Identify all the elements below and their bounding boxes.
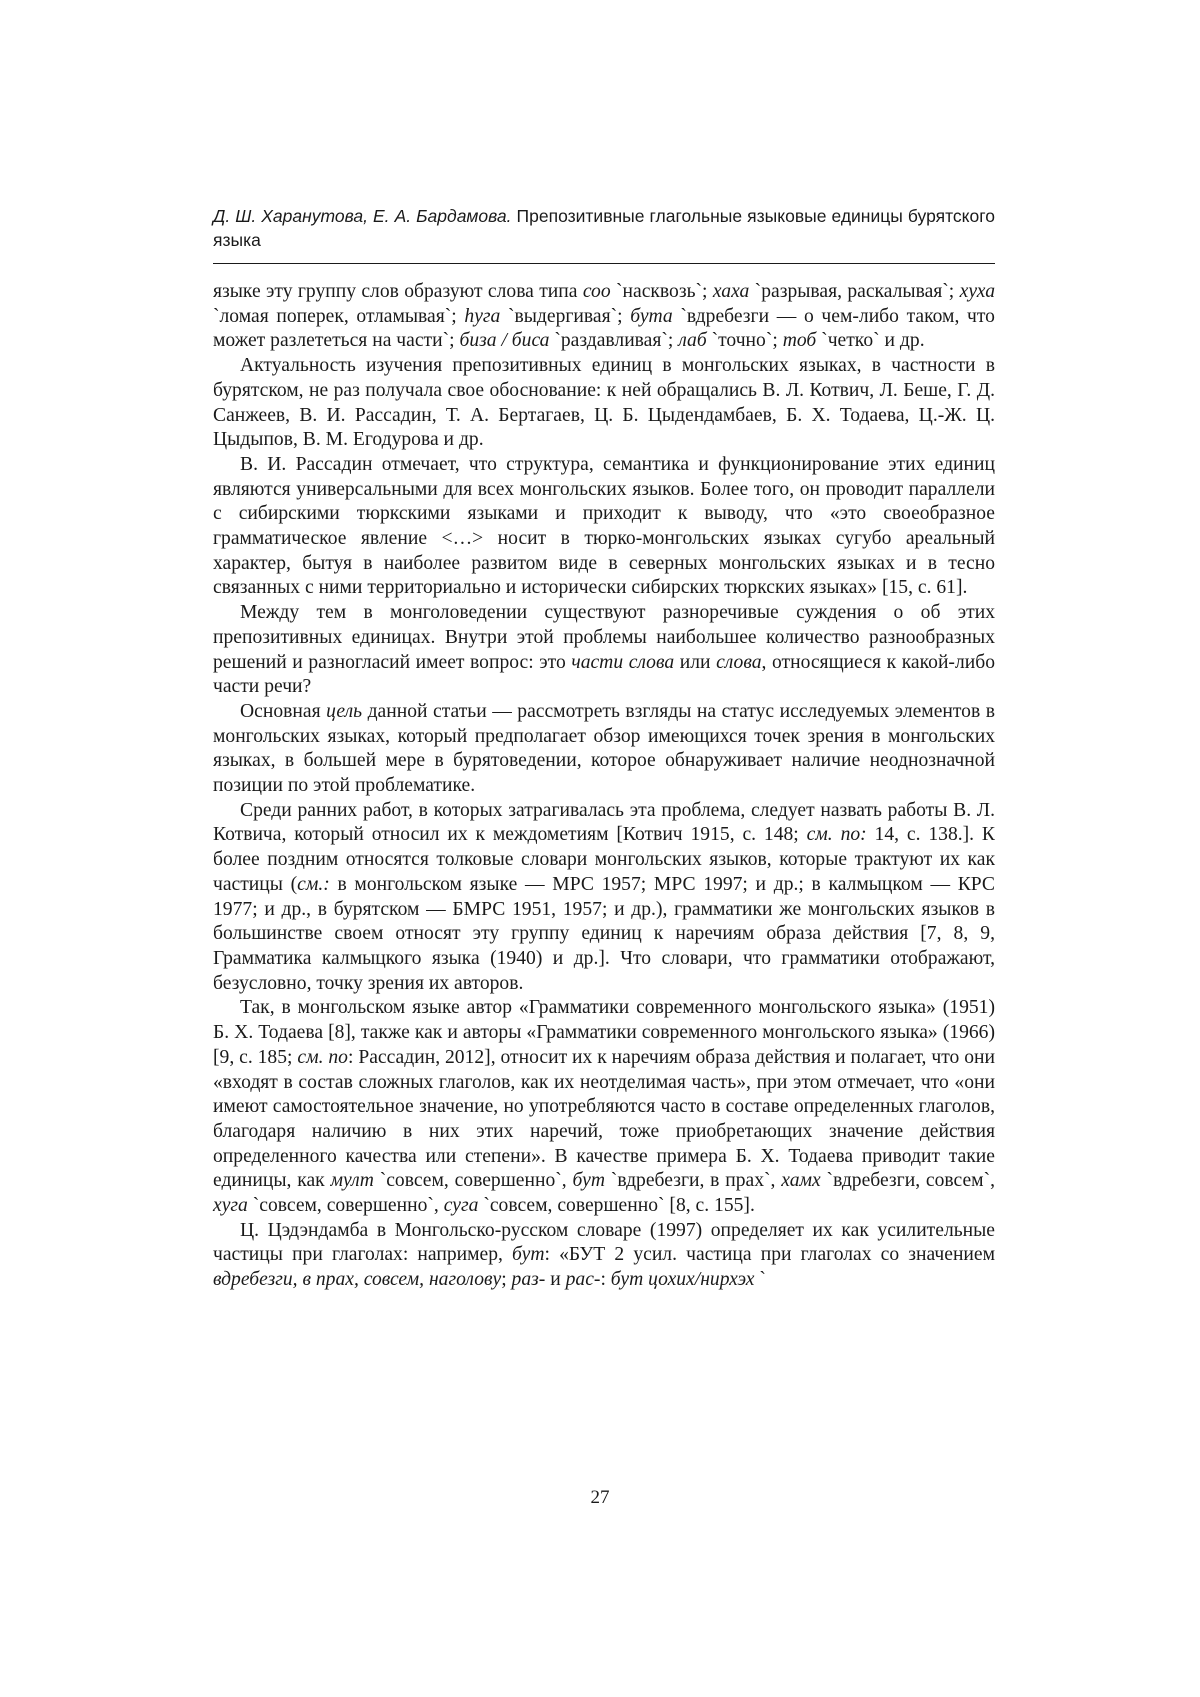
text-run: `вдребезги, в прах`, [605, 1170, 781, 1191]
paragraph [213, 453, 995, 601]
document-page [0, 0, 1200, 1697]
text-run: : «БУТ 2 усил. частица при глаголах со значением [545, 1244, 996, 1265]
text-run: ` [755, 1269, 766, 1290]
text-run: В. И. Рассадин отмечает, что структура, семантика и функционирование этих единиц являются универсальными для всех монгольских языков. Более того, он проводит параллели с сибирскими тюркскими языками и приходит к выводу, что «это своеобразное грамматическое явление <…> носит в тюрко-монгольских язы­ках сугубо ареальный характер, бытуя в наиболее развитом виде в северных мон­гольских языках и в тесно связанных с ними территориально и исторически си­бирских тюркских языках» [15, с. 61]. [213, 454, 995, 599]
italic-term: бут [573, 1170, 605, 1191]
header-divider [213, 263, 995, 264]
text-run: и [545, 1269, 565, 1290]
italic-term: см.: [297, 874, 330, 895]
italic-term: рас- [566, 1269, 601, 1290]
text-run: ; [501, 1269, 511, 1290]
text-run: : Рассадин, 2012], относит их к наре­чиям образа действия и полагает, что они «входят в состав сложных глаголов, как их неотделимая часть», при этом отмечает, что «они имеют самостоятельное зна­чение, но употребляются часто в составе определенных глаголов, благодаря нали­чию в них этих наречий, тоже приобретающих значение действия определенного качества или степени». В качестве примера Б. Х. Тодаева приводит такие единицы, как [213, 1047, 995, 1192]
text-run: `вдребезги — о чем-либо таком, что может разлететься на части`; [213, 306, 995, 352]
italic-term: бут [512, 1244, 544, 1265]
italic-term: суга [444, 1195, 479, 1216]
text-run: 14, с. 138.]. К более поздним относятся толковые словари монгольских язы­ков, которые трактуют их как частицы ( [213, 824, 995, 894]
article-body [213, 280, 995, 1293]
text-run: языке эту группу слов образуют слова типа [213, 281, 583, 302]
italic-term: части слова [571, 652, 674, 673]
italic-term: һуга [464, 306, 500, 327]
italic-term: тоб [783, 330, 817, 351]
italic-term: хуха [960, 281, 995, 302]
page-number: 27 [0, 1486, 1200, 1510]
header-authors: Д. Ш. Харанутова, Е. А. Бардамова. [213, 206, 512, 226]
header-title: Препозитивные глагольные языковые единицы бурятского языка [213, 206, 995, 250]
italic-term: цель [326, 701, 362, 722]
italic-term: слова [716, 652, 761, 673]
text-run: `совсем, совершенно`, [248, 1195, 444, 1216]
text-run: `совсем, совершенно`, [374, 1170, 573, 1191]
text-run: в монгольском языке — МРС 1957; МРС 1997; и др.; в калмыцком — КРС 1977; и др., в бурятском — БМРС 1951, 1957; и др.), грамматики же монгольских языков в большинстве своем относят эту группу единиц к наречиям образа действия [7, 8, 9, Грамматика калмыцкого языка (1940) и др.]. Что словари, что грамматики отображают, безусловно, точку зрения их авторов. [213, 874, 995, 994]
text-run: `раздавливая`; [549, 330, 678, 351]
italic-term: см. по: [807, 824, 867, 845]
italic-term: соо [583, 281, 611, 302]
text-run: `ломая поперек, отламывая`; [213, 306, 464, 327]
paragraph [213, 280, 995, 354]
paragraph [213, 799, 995, 997]
text-run: `вдребезги, совсем`, [821, 1170, 995, 1191]
text-run: `четко` и др. [816, 330, 924, 351]
paragraph [213, 354, 995, 453]
text-run: `выдергивая`; [500, 306, 630, 327]
italic-term: хуга [213, 1195, 248, 1216]
italic-term: раз- [512, 1269, 546, 1290]
text-run: данной статьи — рассмотреть взгляды на статус исследуемых элементов в монгольских языках, который предполагает обзор имеющихся точек зрения в монгольских языках, в большей мере в бурятоведении, которое обнару­живает наличие неоднозначной позиции по этой проблематике. [213, 701, 995, 796]
italic-term: биза / биса [459, 330, 549, 351]
text-run: , отно­сящиеся к какой-либо части речи? [213, 652, 995, 698]
italic-term: вдребезги, в прах, совсем, наголову [213, 1269, 501, 1290]
text-run: Так, в монгольском языке автор «Грамматики современного монгольского языка» (1951) Б. Х. Тодаева [8], также как и авторы «Грамматики современного монгольского языка» (1966) [9, с. 185; [213, 997, 995, 1067]
text-run: `разрывая, раска­лывая`; [749, 281, 959, 302]
italic-term: мулт [331, 1170, 374, 1191]
paragraph [213, 601, 995, 700]
paragraph [213, 1219, 995, 1293]
italic-term: хаха [713, 281, 749, 302]
text-run: `насквозь`; [611, 281, 713, 302]
text-run: Актуальность изучения препозитивных единиц в монгольских языках, в част­ности в бурятском, не раз получала свое обоснование: к ней обращались В. Л. Котвич, Л. Беше, Г. Д. Санжеев, В. И. Рассадин, Т. А. Бертагаев, Ц. Б. Цыдендамбаев, Б. Х. Тодаева, Ц.-Ж. Ц. Цыдыпов, В. М. Егодурова и др. [213, 355, 995, 450]
text-run: Ц. Цэдэндамба в Монгольско-русском словаре (1997) определяет их как усили­тельные частицы при глаголах: например, [213, 1220, 995, 1266]
running-header [213, 204, 995, 252]
italic-term: хамх [781, 1170, 820, 1191]
text-run: Среди ранних работ, в которых затрагивалась эта проблема, следует назвать работы В. Л. Котвича, который относил их к междометиям [Котвич 1915, с. 148; [213, 800, 995, 846]
text-run: : [600, 1269, 610, 1290]
italic-term: лаб [678, 330, 706, 351]
paragraph [213, 700, 995, 799]
text-run: Между тем в монголоведении существуют разноречивые суждения о об этих препозитивных единицах. Внутри этой проблемы наибольшее количество разно­образных решений и разногласий имеет вопрос: это [213, 602, 995, 672]
text-run: `совсем, совершенно` [8, с. 155]. [478, 1195, 754, 1216]
text-run: или [674, 652, 716, 673]
italic-term: бута [630, 306, 672, 327]
italic-term: бут цохих/нирхэх [611, 1269, 755, 1290]
italic-term: см. по [297, 1047, 348, 1068]
text-run: `точно`; [707, 330, 783, 351]
paragraph [213, 996, 995, 1218]
text-run: Основная [240, 701, 326, 722]
